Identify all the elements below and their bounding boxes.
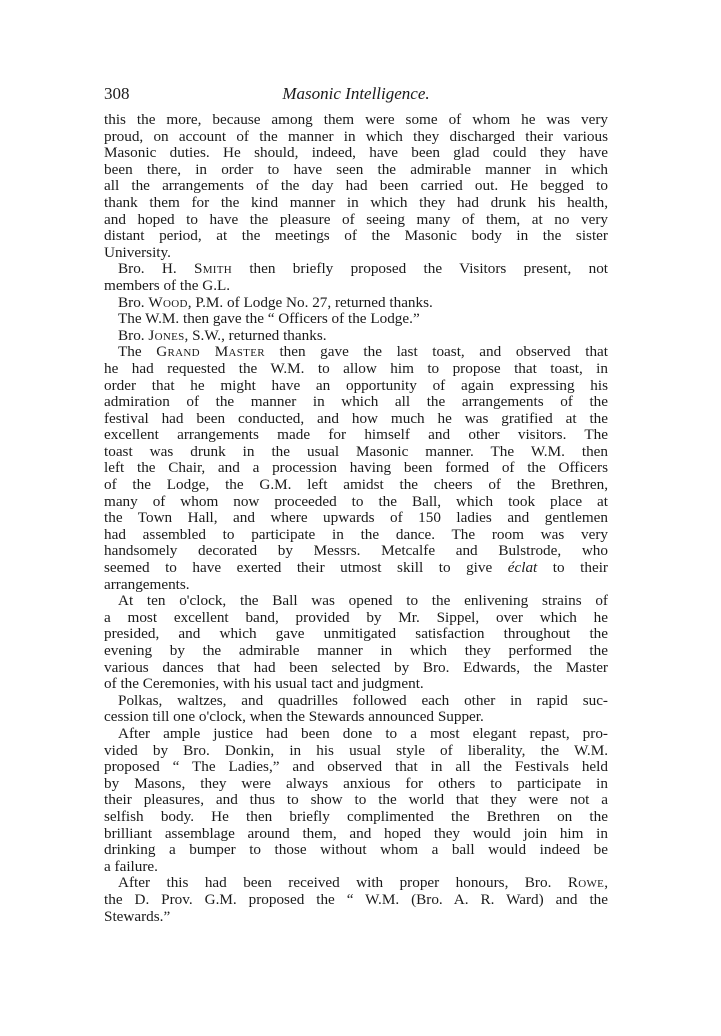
text-line: of the Lodge, the G.M. left amidst the cheers of the Brethren,	[104, 476, 608, 494]
text-line: The Grand Master then gave the last toast, and observed that	[118, 343, 608, 361]
paragraph	[104, 328, 608, 345]
paragraph	[104, 311, 608, 328]
text-line: their pleasures, and thus to show to the world that they were not a	[104, 791, 608, 809]
text-line: arrangements.	[104, 575, 190, 593]
text-line: After ample justice had been done to a most elegant repast, pro-	[118, 724, 608, 742]
text-line: evening by the admirable manner in which they performed the	[104, 642, 608, 659]
paragraph	[104, 261, 608, 294]
text-line: proud, on account of the manner in which they discharged their various	[104, 127, 608, 145]
text-line: had assembled to participate in the dance. The room was very	[104, 525, 608, 543]
text-line: by Masons, they were always anxious for others to participate in	[104, 774, 608, 792]
text-line: distant period, at the meetings of the Masonic body in the sister	[104, 227, 608, 245]
text-line: this the more, because among them were some of whom he was very	[104, 111, 608, 128]
text-line: Masonic duties. He should, indeed, have been glad could they have	[104, 144, 608, 162]
text-line: drinking a bumper to those without whom a ball would indeed be	[104, 841, 608, 859]
running-title: Masonic Intelligence.	[282, 84, 430, 103]
text-line: At ten o'clock, the Ball was opened to the enlivening strains of	[118, 592, 608, 610]
paragraph	[104, 693, 608, 726]
text-line: been there, in order to have seen the admirable manner in which	[104, 160, 608, 178]
text-line: admiration of the manner in which all the arrangements of the	[104, 393, 608, 411]
text-line: excellent arrangements made for himself and other visitors. The	[104, 426, 608, 444]
text-line: left the Chair, and a procession having been formed of the Officers	[104, 459, 608, 477]
text-line: a most excellent band, provided by Mr. Sippel, over which he	[104, 608, 608, 626]
text-line: Polkas, waltzes, and quadrilles followed each other in rapid suc-	[118, 691, 608, 709]
text-line: and hoped to have the pleasure of seeing many of them, at no very	[104, 210, 608, 228]
text-line: selfish body. He then briefly complimented the Brethren on the	[104, 807, 608, 825]
page-header	[104, 84, 608, 112]
text-line: the Town Hall, and where upwards of 150 ladies and gentlemen	[104, 509, 608, 527]
paragraph	[104, 344, 608, 593]
text-line: a failure.	[104, 857, 158, 875]
paragraph	[104, 875, 608, 925]
text-line: Bro. H. Smith then briefly proposed the Visitors present, not	[118, 260, 609, 278]
body-text	[104, 112, 608, 925]
text-line: University.	[104, 243, 171, 261]
text-line: he had requested the W.M. to allow him to propose that toast, in	[104, 359, 608, 377]
text-line: members of the G.L.	[104, 276, 231, 294]
text-line: brilliant assemblage around them, and hoped they would join him in	[104, 824, 608, 842]
text-line: Bro. Wood, P.M. of Lodge No. 27, returned thanks.	[118, 293, 433, 311]
text-line: thank them for the kind manner in which they had drunk his health,	[104, 193, 608, 211]
text-line: the D. Prov. G.M. proposed the “ W.M. (Bro. A. R. Ward) and the	[104, 890, 608, 908]
text-line: The W.M. then gave the “ Officers of the Lodge.”	[118, 310, 420, 328]
text-line: Bro. Jones, S.W., returned thanks.	[118, 326, 327, 344]
text-line: seemed to have exerted their utmost skill to give éclat to their	[104, 559, 608, 577]
paragraph	[104, 726, 608, 875]
page-number: 308	[104, 84, 130, 103]
text-line: order that he might have an opportunity of again expressing his	[104, 376, 608, 394]
text-line: of the Ceremonies, with his usual tact and judgment.	[104, 675, 424, 693]
paragraph	[104, 593, 608, 693]
text-line: After this had been received with proper honours, Bro. Rowe,	[118, 874, 608, 892]
text-line: festival had been conducted, and how much he was gratified at the	[104, 409, 608, 427]
text-line: presided, and which gave unmitigated satisfaction throughout the	[104, 625, 608, 643]
text-line: handsomely decorated by Messrs. Metcalfe and Bulstrode, who	[104, 542, 608, 560]
text-line: vided by Bro. Donkin, in his usual style of liberality, the W.M.	[104, 741, 608, 759]
text-line: various dances that had been selected by Bro. Edwards, the Master	[104, 658, 608, 676]
text-line: proposed “ The Ladies,” and observed that in all the Festivals held	[104, 758, 608, 776]
text-line: many of whom now proceeded to the Ball, which took place at	[104, 492, 608, 510]
text-line: Stewards.”	[104, 907, 171, 925]
text-line: all the arrangements of the day had been carried out. He begged to	[104, 177, 608, 195]
paragraph	[104, 112, 608, 261]
book-page	[104, 84, 608, 925]
text-line: toast was drunk in the usual Masonic manner. The W.M. then	[104, 442, 608, 460]
text-line: cession till one o'clock, when the Stewards announced Supper.	[104, 708, 484, 726]
paragraph	[104, 295, 608, 312]
